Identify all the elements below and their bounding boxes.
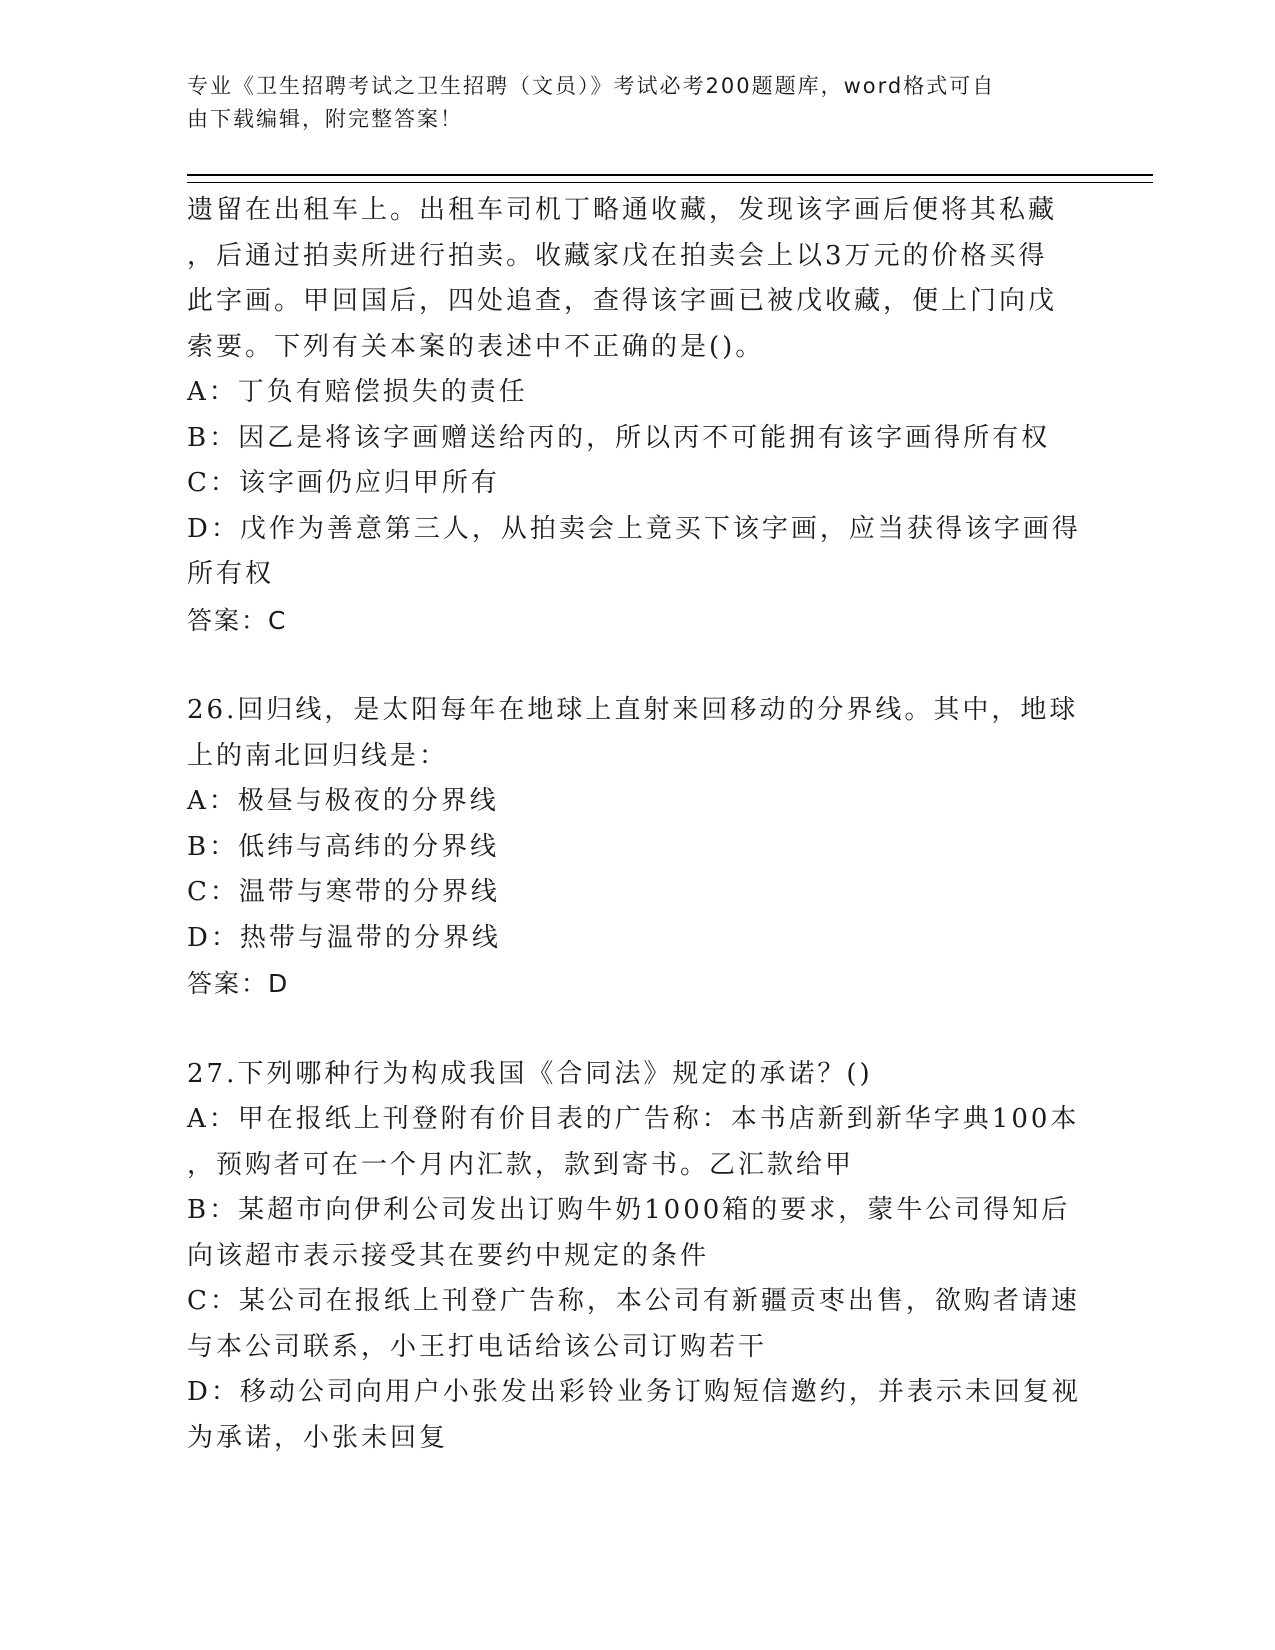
question-spacer (187, 643, 1087, 688)
question-spacer (187, 1007, 1087, 1052)
option-a: A：极昼与极夜的分界线 (187, 786, 499, 816)
option-b: B：因乙是将该字画赠送给丙的，所以丙不可能拥有该字画得所有权 (187, 422, 1051, 453)
option-a: A：甲在报纸上刊登附有价目表的广告称：本书店新到新华字典100本 (187, 1104, 1080, 1134)
answer-label: 答案：C (187, 605, 288, 635)
option-a: A：丁负有赔偿损失的责任 (187, 377, 528, 407)
question-text-line: 索要。下列有关本案的表述中不正确的是()。 (187, 331, 765, 362)
option-c: C：某公司在报纸上刊登广告称，本公司有新疆贡枣出售，欲购者请速 (187, 1286, 1080, 1316)
header-title-line-2: 由下载编辑，附完整答案！ (187, 107, 463, 131)
question-text-line: 遗留在出租车上。出租车司机丁略通收藏，发现该字画后便将其私藏 (187, 195, 1058, 225)
question-25 (187, 188, 1087, 643)
option-d: D：戊作为善意第三人，从拍卖会上竟买下该字画，应当获得该字画得 (187, 513, 1081, 544)
document-header (187, 70, 1067, 136)
option-b-continued: 向该超市表示接受其在要约中规定的条件 (187, 1240, 710, 1271)
header-divider-thin (187, 182, 1153, 183)
option-d: D：移动公司向用户小张发出彩铃业务订购短信邀约，并表示未回复视 (187, 1377, 1081, 1407)
question-27 (187, 1052, 1087, 1462)
answer-label: 答案：D (187, 969, 290, 998)
option-d-continued: 所有权 (187, 559, 275, 589)
header-divider-thick (187, 174, 1153, 176)
question-text-line: ，后通过拍卖所进行拍卖。收藏家戊在拍卖会上以3万元的价格买得 (187, 240, 1048, 271)
document-body (187, 188, 1087, 1461)
option-a-continued: ，预购者可在一个月内汇款，款到寄书。乙汇款给甲 (187, 1149, 855, 1180)
option-c: C：该字画仍应归甲所有 (187, 468, 500, 498)
option-b: B：某超市向伊利公司发出订购牛奶1000箱的要求，蒙牛公司得知后 (187, 1195, 1071, 1225)
option-c: C：温带与寒带的分界线 (187, 877, 500, 907)
option-b: B：低纬与高纬的分界线 (187, 831, 500, 862)
question-text-line: 上的南北回归线是： (187, 740, 449, 771)
option-d-continued: 为承诺，小张未回复 (187, 1422, 449, 1453)
question-26 (187, 688, 1087, 1007)
header-title-line-1: 专业《卫生招聘考试之卫生招聘（文员）》考试必考200题题库，word格式可自 (187, 74, 996, 98)
question-text-line: 26.回归线，是太阳每年在地球上直射来回移动的分界线。其中，地球 (187, 695, 1079, 725)
question-text-line: 27.下列哪种行为构成我国《合同法》规定的承诺？() (187, 1058, 873, 1089)
option-c-continued: 与本公司联系，小王打电话给该公司订购若干 (187, 1331, 768, 1362)
question-text-line: 此字画。甲回国后，四处追查，查得该字画已被戊收藏，便上门向戊 (187, 286, 1058, 316)
option-d: D：热带与温带的分界线 (187, 922, 501, 953)
